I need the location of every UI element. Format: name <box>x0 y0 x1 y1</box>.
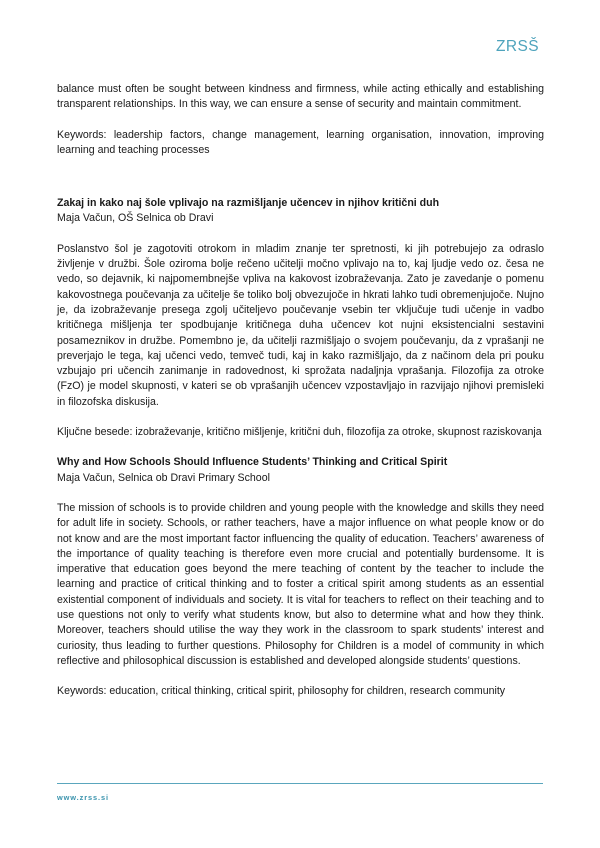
english-abstract-title: Why and How Schools Should Influence Students’ Thinking and Critical Spirit <box>57 456 448 469</box>
english-abstract-keywords: Keywords: education, critical thinking, critical spirit, philosophy for children, research community <box>57 685 506 698</box>
footer-divider <box>57 783 543 784</box>
slovene-abstract-author: Maja Vačun, OŠ Selnica ob Dravi <box>57 212 214 225</box>
slovene-keywords-text: Ključne besede: <box>57 426 133 439</box>
zrss-logo <box>496 34 540 54</box>
english-abstract-author: Maja Vačun, Selnica ob Dravi Primary School <box>57 471 270 484</box>
intro-continuation: balance must often be sought between kindness and firmness, while acting ethically and establishing transparent relationships. In this way, we can ensure a sense of security and maintain commitment. <box>57 83 544 111</box>
intro-keywords: Keywords: leadership factors, change management, learning organisation, innovation, improving learning and teaching processes <box>57 128 544 156</box>
slovene-abstract-keywords <box>57 425 544 440</box>
footer-url[interactable]: www.zrss.si <box>57 793 109 802</box>
english-abstract-body: The mission of schools is to provide children and young people with the knowledge and skills they need for adult life in society. Schools, or rather teachers, have a major influence on what people know or do not know and are the most important factor influencing the quality of education. Teachers’ awareness of the importance of quality teaching is therefore even more crucial and potentially burdensome. It is imperative that education goes beyond the mere teaching of content by the teacher to include the learning and practice of critical thinking and to foster a critical spirit among students as an essential existential component of individuals and society. It is vital for teachers to reflect on their teaching and to use questions not only to verify what students know, but also to determine what and how they think. Moreover, teachers should utilise the way they work in the classroom to spark students’ interest and curiosity, thus leading to further questions. Philosophy for Children is a model of community in which reflective and philosophical discussion is established and developed alongside students’ questions. <box>57 501 544 667</box>
slovene-keywords-list: izobraževanje, kritično mišljenje, kritični duh, filozofija za otroke, skupnost raziskovanja <box>132 426 542 439</box>
page-content <box>57 82 544 700</box>
logo-text: ZRSŠ <box>496 38 539 54</box>
slovene-abstract-body: Poslanstvo šol je zagotoviti otrokom in mladim znanje ter spretnosti, ki jih potrebujejo za odraslo življenje v družbi. Šole oziroma bolje rečeno učitelji močno vplivajo na to, kaj ljudje vedo oz. česa ne vedo, so dejavnik, ki najpomembnejše vpliva na kakovost izobraževanja. Zato je zavedanje o pomenu kakovostnega poučevanja za učitelje še toliko bolj obvezujoče in hkrati lahko tudi obremenjujoče. Nujno je, da izobraževanje presega zgolj učiteljevo poučevanje vsebin ter vključuje tudi učenje in vadbo kritičnega mišljenja ter spodbujanje kritičnega duha učencev kot nujni eksistencialni sestavini posameznikov in družbe. Pomembno je, da učitelji razmišljajo o svojem poučevanju, da z vprašanji ne preverjajo le tega, kaj učenci vedo, temveč tudi, kaj in kako razmišljajo, da z načinom dela pri pouku vzbujajo pri učencih zanimanje in radovednost, ki sprožata nadaljnja vprašanja. Filozofija za otroke (FzO) je model skupnosti, v kateri se ob vprašanjih učencev vzpostavljajo in razvijajo njihovi premisleki in filozofska diskusija. <box>57 242 544 408</box>
slovene-abstract-title: Zakaj in kako naj šole vplivajo na razmišljanje učencev in njihov kritični duh <box>57 197 440 210</box>
